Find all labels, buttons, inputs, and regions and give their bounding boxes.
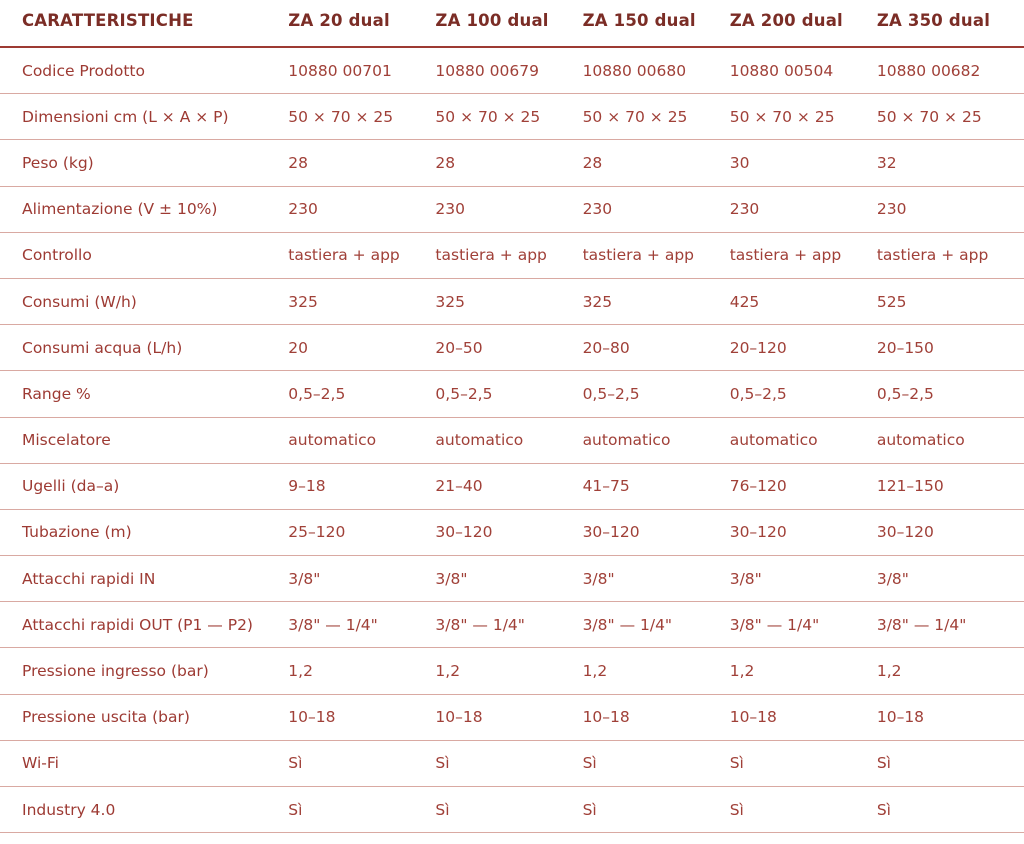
row-value: 10880 00682 [877,47,1024,94]
row-value: 20–80 [583,325,730,371]
row-value: 30 [730,140,877,186]
row-value: tastiera + app [435,232,582,278]
row-value: tastiera + app [730,232,877,278]
row-value: 3/8" [730,556,877,602]
row-value: Sì [288,740,435,786]
row-value: 325 [288,278,435,324]
row-value: 20 [288,325,435,371]
row-value: 1,2 [877,648,1024,694]
row-value: automatico [730,417,877,463]
row-value: tastiera + app [288,232,435,278]
row-value: 3/8" [435,556,582,602]
row-value: 28 [435,140,582,186]
column-header-za-100-dual: ZA 100 dual [435,0,582,47]
row-value: 0,5–2,5 [730,371,877,417]
row-value: 0,5–2,5 [877,371,1024,417]
row-value: Sì [583,740,730,786]
row-value: 21–40 [435,463,582,509]
row-label: Tubazione (m) [0,509,288,555]
row-label: Industry 4.0 [0,787,288,833]
row-value: automatico [435,417,582,463]
table-row [0,509,1024,555]
row-value: automatico [877,417,1024,463]
table-row [0,740,1024,786]
row-value: 1,2 [435,648,582,694]
row-value: 10–18 [877,694,1024,740]
row-value: 30–120 [877,509,1024,555]
row-value: 28 [583,140,730,186]
row-label: Miscelatore [0,417,288,463]
row-value: Sì [730,740,877,786]
row-value: 20–50 [435,325,582,371]
table-row [0,278,1024,324]
row-value: 10880 00504 [730,47,877,94]
row-value: 0,5–2,5 [288,371,435,417]
table-row [0,463,1024,509]
row-value: 10–18 [288,694,435,740]
table-row [0,694,1024,740]
row-value: tastiera + app [877,232,1024,278]
row-value: 3/8" — 1/4" [583,602,730,648]
row-value: 525 [877,278,1024,324]
table-header-row [0,0,1024,47]
row-value: 230 [730,186,877,232]
row-label: Pressione uscita (bar) [0,694,288,740]
row-value: 3/8" [877,556,1024,602]
row-label: Range % [0,371,288,417]
row-value: 325 [435,278,582,324]
row-value: 0,5–2,5 [583,371,730,417]
table-body [0,47,1024,833]
row-value: automatico [288,417,435,463]
row-value: 10–18 [583,694,730,740]
row-value: 10880 00701 [288,47,435,94]
row-value: 76–120 [730,463,877,509]
row-label: Ugelli (da–a) [0,463,288,509]
table-row [0,556,1024,602]
column-header-za-350-dual: ZA 350 dual [877,0,1024,47]
row-label: Alimentazione (V ± 10%) [0,186,288,232]
row-label: Consumi acqua (L/h) [0,325,288,371]
row-value: 32 [877,140,1024,186]
row-value: 3/8" — 1/4" [435,602,582,648]
row-value: 121–150 [877,463,1024,509]
row-value: 30–120 [730,509,877,555]
row-value: 3/8" — 1/4" [288,602,435,648]
table-row [0,787,1024,833]
row-value: 3/8" [583,556,730,602]
row-value: Sì [730,787,877,833]
table-row [0,371,1024,417]
row-value: 1,2 [583,648,730,694]
row-value: 1,2 [288,648,435,694]
row-value: 30–120 [435,509,582,555]
row-label: Pressione ingresso (bar) [0,648,288,694]
row-value: 50 × 70 × 25 [730,94,877,140]
table-row [0,602,1024,648]
row-value: 50 × 70 × 25 [435,94,582,140]
row-value: 25–120 [288,509,435,555]
row-label: Attacchi rapidi OUT (P1 — P2) [0,602,288,648]
row-value: Sì [877,787,1024,833]
row-value: 9–18 [288,463,435,509]
table-row [0,47,1024,94]
row-value: Sì [877,740,1024,786]
row-label: Wi-Fi [0,740,288,786]
row-value: 3/8" [288,556,435,602]
row-value: 10–18 [435,694,582,740]
row-value: 28 [288,140,435,186]
row-value: 50 × 70 × 25 [877,94,1024,140]
row-value: 3/8" — 1/4" [730,602,877,648]
table-row [0,94,1024,140]
table-row [0,417,1024,463]
row-value: 50 × 70 × 25 [583,94,730,140]
row-value: automatico [583,417,730,463]
row-value: 1,2 [730,648,877,694]
row-value: 230 [583,186,730,232]
row-value: 230 [877,186,1024,232]
row-value: 10880 00680 [583,47,730,94]
row-value: 325 [583,278,730,324]
row-value: Sì [583,787,730,833]
table-row [0,186,1024,232]
row-value: Sì [288,787,435,833]
row-label: Dimensioni cm (L × A × P) [0,94,288,140]
column-header-za-200-dual: ZA 200 dual [730,0,877,47]
table-header [0,0,1024,47]
row-value: 230 [435,186,582,232]
row-label: Consumi (W/h) [0,278,288,324]
row-label: Codice Prodotto [0,47,288,94]
table-row [0,232,1024,278]
row-value: 20–150 [877,325,1024,371]
row-value: 425 [730,278,877,324]
row-value: 0,5–2,5 [435,371,582,417]
row-value: 50 × 70 × 25 [288,94,435,140]
row-value: tastiera + app [583,232,730,278]
row-value: 20–120 [730,325,877,371]
row-value: 10–18 [730,694,877,740]
row-value: 10880 00679 [435,47,582,94]
table-row [0,325,1024,371]
row-label: Peso (kg) [0,140,288,186]
column-header-za-20-dual: ZA 20 dual [288,0,435,47]
table-row [0,648,1024,694]
column-header-za-150-dual: ZA 150 dual [583,0,730,47]
row-value: 30–120 [583,509,730,555]
row-value: 3/8" — 1/4" [877,602,1024,648]
row-label: Attacchi rapidi IN [0,556,288,602]
table-row [0,140,1024,186]
row-value: Sì [435,740,582,786]
row-value: 41–75 [583,463,730,509]
column-header-feature: CARATTERISTICHE [0,0,288,47]
row-value: Sì [435,787,582,833]
row-label: Controllo [0,232,288,278]
row-value: 230 [288,186,435,232]
